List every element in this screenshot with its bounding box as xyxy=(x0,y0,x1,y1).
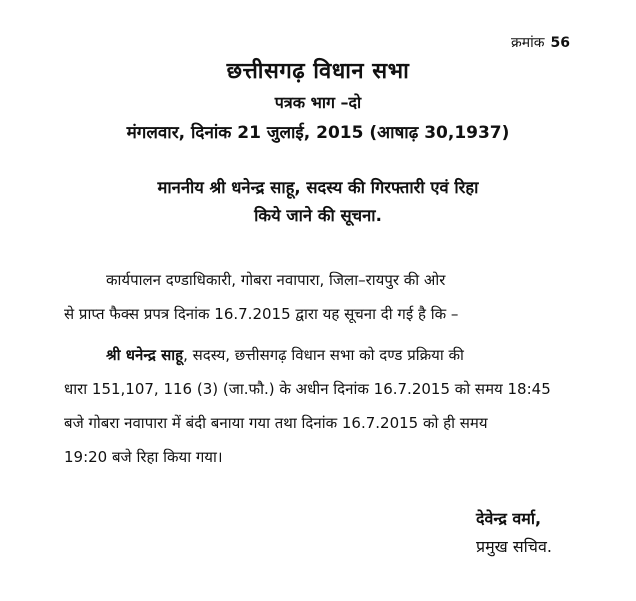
paragraph-1-line-2: से प्राप्त फैक्स प्रपत्र दिनांक 16.7.2015 द्वारा यह सूचना दी गई है कि – xyxy=(64,305,459,323)
paragraph-2-line-3: बजे गोबरा नवापारा में बंदी बनाया गया तथा दिनांक 16.7.2015 को ही समय xyxy=(64,414,488,432)
paragraph-1-line-1 xyxy=(64,263,584,297)
serial-label: क्रमांक xyxy=(511,35,545,51)
paragraph-2-line-4: 19:20 बजे रिहा किया गया। xyxy=(64,448,223,466)
paragraph-2-line-2: धारा 151,107, 116 (3) (जा.फौ.) के अधीन दिनांक 16.7.2015 को समय 18:45 xyxy=(64,380,551,398)
paragraph-2-line-1 xyxy=(64,338,594,372)
signatory-designation: प्रमुख सचिव. xyxy=(476,537,552,556)
serial-number xyxy=(511,33,570,52)
paragraph-2 xyxy=(64,338,594,474)
paragraph-1 xyxy=(64,263,584,331)
paragraph-2-line-1-text: , सदस्य, छत्तीसगढ़ विधान सभा को दण्ड प्रक्रिया की xyxy=(183,346,464,364)
signature-block xyxy=(476,505,552,561)
paragraph-1-line-1-text: कार्यपालन दण्डाधिकारी, गोबरा नवापारा, जिला–रायपुर की ओर xyxy=(106,271,446,289)
document-date: मंगलवार, दिनांक 21 जुलाई, 2015 (आषाढ़ 30,1937) xyxy=(126,123,510,143)
document-title: छत्तीसगढ़ विधान सभा xyxy=(226,59,410,84)
member-name: श्री धनेन्द्र साहू xyxy=(106,346,184,364)
subject-line-1: माननीय श्री धनेन्द्र साहू, सदस्य की गिरफ्तारी एवं रिहा xyxy=(157,178,479,197)
subject-line-2: किये जाने की सूचना. xyxy=(254,206,382,225)
serial-value: 56 xyxy=(550,35,570,51)
document-subtitle: पत्रक भाग –दो xyxy=(274,93,362,112)
notice-subject xyxy=(0,174,636,230)
signatory-name: देवेन्द्र वर्मा, xyxy=(476,509,542,528)
